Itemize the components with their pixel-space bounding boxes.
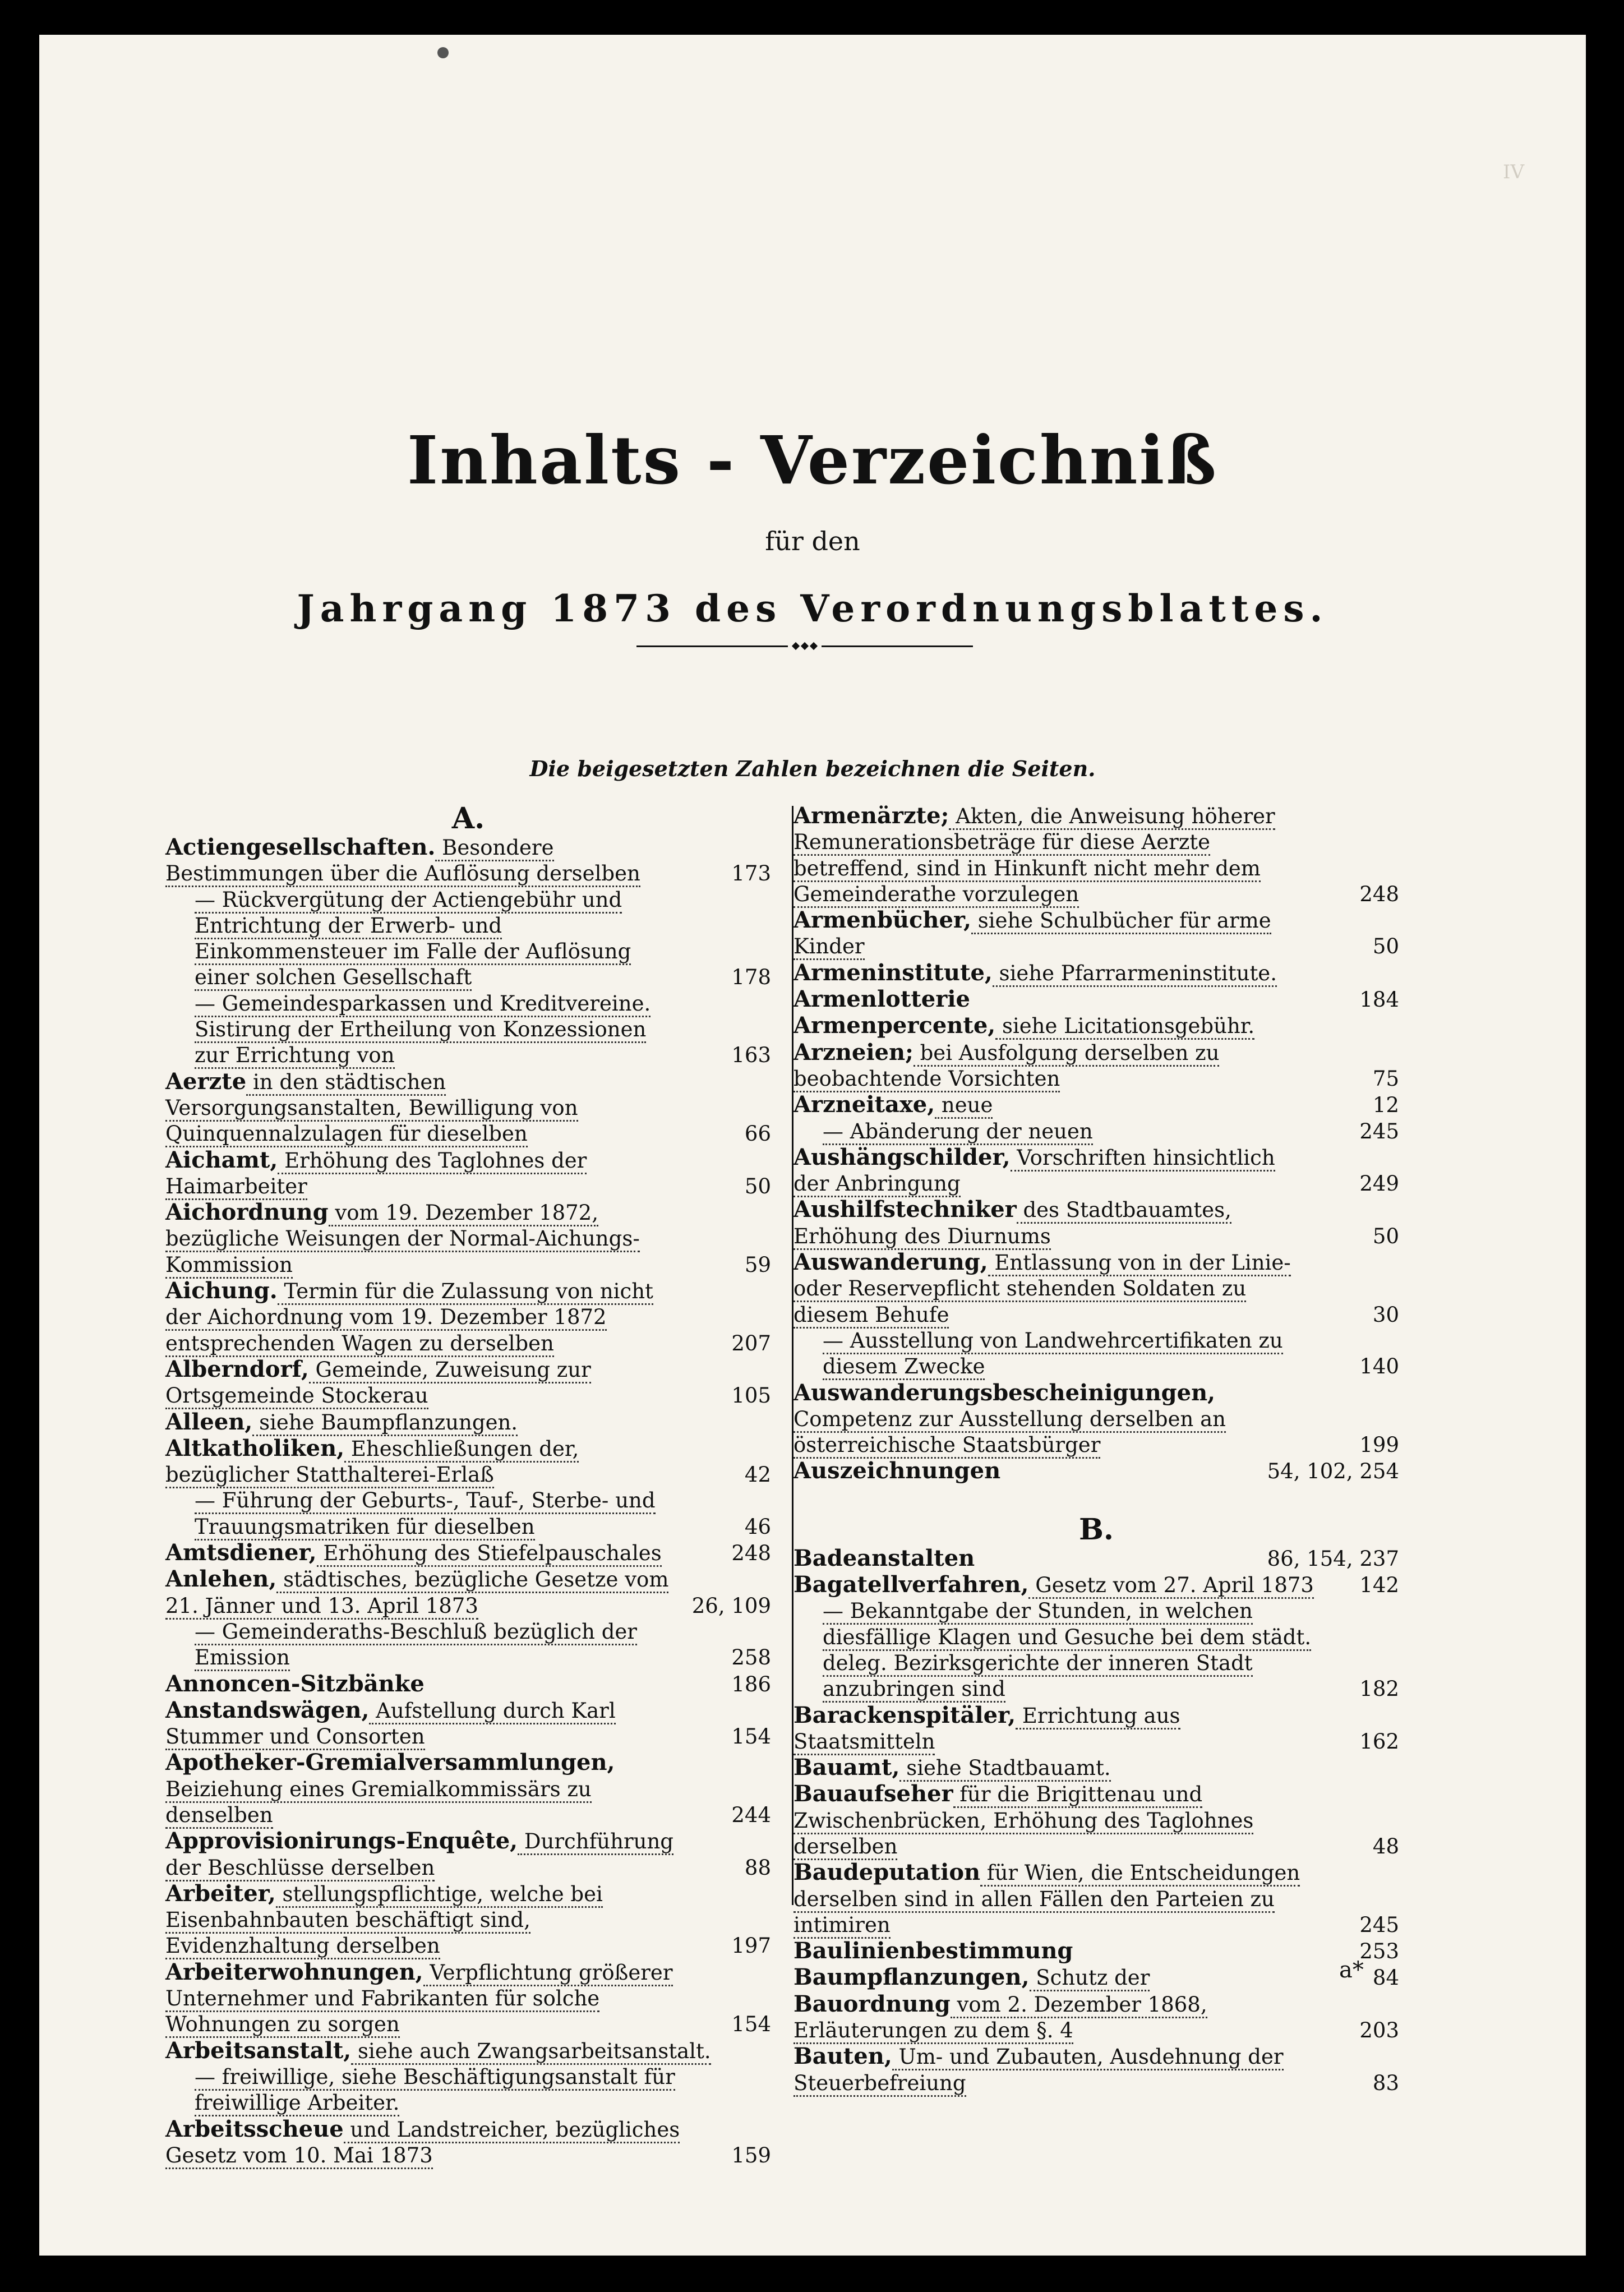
entry-page-number: 184	[1354, 987, 1399, 1013]
entry-text: siehe Schulbücher für arme Kinder	[793, 909, 1271, 960]
index-entry	[793, 1119, 1399, 1145]
entry-keyword: Aichordnung	[165, 1199, 329, 1226]
index-entry	[165, 2116, 771, 2169]
entry-page-number: 182	[1354, 1676, 1399, 1702]
index-entry	[165, 2064, 771, 2116]
entry-text: — Gemeinderaths-Beschluß bezüglich der Emission	[195, 1620, 637, 1671]
index-entry	[793, 960, 1399, 986]
entry-text: Um- und Zubauten, Ausdehnung der Steuerbefreiung	[793, 2045, 1284, 2096]
entry-keyword: Alleen,	[165, 1408, 253, 1435]
entry-keyword: Baudeputation	[793, 1859, 981, 1886]
entry-text: und Landstreicher, bezügliches Gesetz vom 10. Mai 1873	[165, 2118, 680, 2169]
entry-text: siehe Licitationsgebühr.	[995, 1014, 1254, 1040]
index-list-left	[165, 834, 771, 2169]
entry-text: — Abänderung der neuen	[823, 1119, 1093, 1145]
entry-keyword: Armenärzte;	[793, 803, 949, 829]
index-entry	[165, 1619, 771, 1671]
index-entry	[793, 986, 1399, 1013]
title-connector: für den	[765, 526, 860, 556]
entry-keyword: Bauten,	[793, 2043, 892, 2070]
index-list-right-b	[793, 1546, 1399, 2096]
entry-text: Competenz zur Ausstellung derselben an österreichische Staatsbürger	[793, 1407, 1226, 1459]
index-entry	[793, 1092, 1399, 1118]
index-entry	[165, 1566, 771, 1619]
entry-keyword: Auswanderungsbescheinigungen,	[793, 1379, 1216, 1406]
index-entry	[793, 1598, 1399, 1702]
entry-keyword: Arbeitsscheue	[165, 2115, 344, 2142]
index-entry	[793, 1197, 1399, 1249]
entry-keyword: Armeninstitute,	[793, 959, 993, 986]
index-entry	[165, 1357, 771, 1409]
index-entry	[793, 1964, 1399, 1991]
entry-text: Termin für die Zulassung von nicht der Aichordnung vom 19. Dezember 1872 entsprechenden Wagen zu derselben	[165, 1279, 653, 1357]
section-heading-b: B.	[1078, 1512, 1114, 1547]
page-subtitle: Jahrgang 1873 des Verordnungsblattes.	[297, 587, 1328, 630]
entry-text: — freiwillige, siehe Beschäftigungsanstalt für freiwillige Arbeiter.	[195, 2065, 675, 2116]
page-note: Die beigesetzten Zahlen bezeichnen die Seiten.	[529, 756, 1096, 781]
entry-page-number: 248	[1354, 882, 1399, 907]
entry-text: vom 19. Dezember 1872, bezügliche Weisungen der Normal-Aichungs-Kommission	[165, 1201, 640, 1279]
right-column	[793, 803, 1399, 2096]
entry-keyword: Armenlotterie	[793, 986, 970, 1013]
entry-text: vom 2. Dezember 1868, Erläuterungen zu dem §. 4	[793, 1993, 1207, 2044]
index-entry	[793, 1938, 1399, 1964]
entry-text: Eheschließungen der, bezüglicher Statthalterei-Erlaß	[165, 1437, 579, 1488]
entry-page-number: 199	[1354, 1432, 1399, 1458]
index-entry	[793, 1572, 1399, 1598]
index-entry	[165, 1828, 771, 1881]
entry-page-number: 88	[739, 1855, 771, 1881]
entry-keyword: Baumpflanzungen,	[793, 1964, 1030, 1991]
entry-page-number: 48	[1367, 1834, 1399, 1860]
entry-keyword: Annoncen-Sitzbänke	[165, 1670, 425, 1697]
entry-text: neue	[935, 1093, 993, 1119]
entry-page-number: 50	[1367, 1224, 1399, 1249]
entry-keyword: Arzneitaxe,	[793, 1091, 935, 1118]
entry-page-number: 163	[726, 1043, 771, 1068]
index-entry	[165, 1200, 771, 1278]
entry-page-number: 154	[726, 1724, 771, 1750]
entry-page-number: 253	[1354, 1939, 1399, 1964]
entry-page-number: 162	[1354, 1729, 1399, 1755]
entry-page-number: 59	[739, 1252, 771, 1278]
entry-keyword: Approvisionirungs-Enquête,	[165, 1828, 518, 1855]
entry-page-number: 86, 154, 237	[1262, 1546, 1399, 1572]
index-entry	[165, 1069, 771, 1147]
index-entry	[165, 1409, 771, 1436]
entry-keyword: Arbeitsanstalt,	[165, 2037, 352, 2064]
entry-page-number: 26, 109	[686, 1593, 771, 1619]
entry-page-number: 140	[1354, 1354, 1399, 1380]
index-entry	[165, 1278, 771, 1357]
entry-text: Entlassung von in der Linie- oder Reservepflicht stehenden Soldaten zu diesem Behufe	[793, 1251, 1291, 1329]
entry-page-number: 142	[1354, 1572, 1399, 1598]
entry-page-number: 159	[726, 2143, 771, 2169]
entry-page-number: 75	[1367, 1066, 1399, 1092]
entry-keyword: Baulinienbestimmung	[793, 1938, 1073, 1964]
entry-page-number: 84	[1367, 1965, 1399, 1991]
index-entry	[793, 907, 1399, 960]
entry-text: Aufstellung durch Karl Stummer und Consorten	[165, 1699, 616, 1750]
entry-page-number: 249	[1354, 1171, 1399, 1197]
entry-keyword: Actiengesellschaften.	[165, 834, 436, 860]
entry-text: — Gemeindesparkassen und Kreditvereine. Sistirung der Ertheilung von Konzessionen zur Errichtung von	[195, 991, 650, 1069]
entry-text: städtisches, bezügliche Gesetze vom 21. Jänner und 13. April 1873	[165, 1567, 668, 1619]
entry-keyword: Altkatholiken,	[165, 1435, 345, 1461]
entry-page-number: 154	[726, 2012, 771, 2037]
section-heading-a: A.	[451, 801, 485, 836]
entry-keyword: Aichamt,	[165, 1146, 278, 1173]
entry-text: siehe Stadtbauamt.	[899, 1756, 1110, 1782]
entry-page-number: 83	[1367, 2070, 1399, 2096]
entry-keyword: Barackenspitäler,	[793, 1701, 1016, 1728]
entry-keyword: Armenbücher,	[793, 907, 971, 934]
entry-text: bei Ausfolgung derselben zu beobachtende Vorsichten	[793, 1041, 1219, 1092]
left-column	[165, 803, 771, 2169]
index-entry	[165, 834, 771, 887]
entry-keyword: Auszeichnungen	[793, 1458, 1001, 1484]
entry-keyword: Arzneien;	[793, 1039, 913, 1066]
entry-page-number: 178	[726, 965, 771, 990]
entry-text: — Bekanntgabe der Stunden, in welchen diesfällige Klagen und Gesuche bei dem städt. deleg. Bezirksgerichte der inneren Stadt anzubringen sind	[823, 1599, 1311, 1703]
entry-keyword: Anstandswägen,	[165, 1696, 370, 1723]
entry-text: stellungspflichtige, welche bei Eisenbahnbauten beschäftigt sind, Evidenzhaltung derselben	[165, 1882, 603, 1960]
entry-page-number: 54, 102, 254	[1262, 1459, 1399, 1484]
index-entry	[793, 2044, 1399, 2096]
entry-page-number: 30	[1367, 1302, 1399, 1328]
index-list-right-a	[793, 803, 1399, 1485]
index-entry	[165, 2038, 771, 2064]
ornament-divider	[636, 642, 973, 651]
index-entry	[793, 1328, 1399, 1380]
entry-keyword: Aushängschilder,	[793, 1143, 1011, 1170]
index-entry	[793, 1380, 1399, 1459]
index-entry	[793, 1781, 1399, 1860]
index-entry	[793, 803, 1399, 907]
index-entry	[793, 1991, 1399, 2044]
entry-page-number: 244	[726, 1802, 771, 1828]
index-entry	[793, 1755, 1399, 1781]
entry-keyword: Bauamt,	[793, 1754, 900, 1781]
entry-keyword: Arbeiterwohnungen,	[165, 1958, 423, 1985]
entry-page-number: 203	[1354, 2018, 1399, 2044]
index-entry	[793, 1249, 1399, 1328]
entry-text: Beiziehung eines Gremialkommissärs zu denselben	[165, 1777, 592, 1829]
entry-page-number: 173	[726, 861, 771, 887]
entry-keyword: Anlehen,	[165, 1566, 277, 1593]
entry-page-number: 46	[739, 1514, 771, 1540]
entry-page-number: 207	[726, 1331, 771, 1357]
entry-text: für die Brigittenau und Zwischenbrücken, Erhöhung des Taglohnes derselben	[793, 1782, 1253, 1860]
index-entry	[793, 1546, 1399, 1572]
index-entry	[793, 1860, 1399, 1938]
signature-mark: a*	[1339, 1957, 1364, 1983]
index-entry	[793, 1458, 1399, 1484]
entry-text: für Wien, die Entscheidungen derselben sind in allen Fällen den Parteien zu intimiren	[793, 1861, 1300, 1939]
index-entry	[165, 1881, 771, 1959]
index-entry	[165, 1698, 771, 1750]
index-entry	[793, 1013, 1399, 1039]
entry-keyword: Arbeiter,	[165, 1880, 276, 1907]
entry-page-number: 245	[1354, 1119, 1399, 1145]
entry-text: Besondere Bestimmungen über die Auflösung derselben	[165, 836, 640, 887]
entry-text: des Stadtbauamtes, Erhöhung des Diurnums	[793, 1198, 1231, 1249]
entry-keyword: Aushilfstechniker	[793, 1196, 1017, 1223]
index-entry	[793, 1040, 1399, 1092]
entry-keyword: Badeanstalten	[793, 1544, 975, 1571]
entry-text: Schutz der	[1030, 1966, 1150, 1991]
entry-text: in den städtischen Versorgungsanstalten, Bewilligung von Quinquennalzulagen für dieselben	[165, 1070, 578, 1148]
page-title: Inhalts - Verzeichniß	[407, 421, 1218, 499]
entry-text: Vorschriften hinsichtlich der Anbringung	[793, 1146, 1275, 1197]
entry-page-number: 258	[726, 1645, 771, 1671]
index-entry	[165, 887, 771, 991]
entry-text: — Rückvergütung der Actiengebühr und Entrichtung der Erwerb- und Einkommensteuer im Falle der Auflösung einer solchen Gesellschaft	[195, 888, 631, 991]
entry-page-number: 197	[726, 1933, 771, 1959]
entry-keyword: Aichung.	[165, 1278, 278, 1304]
entry-text: siehe Baumpflanzungen.	[252, 1410, 518, 1436]
entry-keyword: Bauordnung	[793, 1990, 951, 2017]
entry-keyword: Amtsdiener,	[165, 1539, 317, 1566]
entry-page-number: 42	[739, 1462, 771, 1488]
index-entry	[793, 1703, 1399, 1755]
entry-text: Akten, die Anweisung höherer Remunerationsbeträge für diese Aerzte betreffend, sind in Hinkunft nicht mehr dem Gemeinderathe vorzulegen	[793, 804, 1275, 908]
entry-page-number: 245	[1354, 1912, 1399, 1938]
entry-page-number: 248	[726, 1541, 771, 1566]
punch-hole	[437, 47, 449, 58]
entry-keyword: Alberndorf,	[165, 1355, 309, 1382]
index-entry	[165, 991, 771, 1069]
bleed-through-mark: IV	[1503, 161, 1524, 183]
index-entry	[165, 1540, 771, 1566]
entry-page-number: 105	[726, 1383, 771, 1409]
index-entry	[165, 1959, 771, 2038]
entry-keyword: Apotheker-Gremialversammlungen,	[165, 1749, 615, 1776]
entry-keyword: Aerzte	[165, 1068, 247, 1095]
entry-text: Erhöhung des Taglohnes der Haimarbeiter	[165, 1149, 587, 1200]
index-entry	[165, 1488, 771, 1540]
entry-text: Gesetz vom 27. April 1873	[1028, 1573, 1314, 1599]
entry-text: Verpflichtung größerer Unternehmer und Fabrikanten für solche Wohnungen zu sorgen	[165, 1961, 673, 2039]
entry-keyword: Auswanderung,	[793, 1249, 988, 1276]
index-entry	[165, 1436, 771, 1488]
entry-text: Durchführung der Beschlüsse derselben	[165, 1829, 673, 1881]
entry-text: siehe Pfarrarmeninstitute.	[993, 961, 1277, 987]
index-entry	[165, 1147, 771, 1200]
entry-page-number: 66	[739, 1121, 771, 1147]
entry-keyword: Bagatellverfahren,	[793, 1571, 1029, 1598]
entry-text: — Ausstellung von Landwehrcertifikaten zu diesem Zwecke	[823, 1329, 1283, 1380]
entry-page-number: 186	[726, 1672, 771, 1698]
entry-keyword: Armenpercente,	[793, 1012, 996, 1039]
document-page	[39, 35, 1586, 2256]
entry-page-number: 50	[739, 1174, 771, 1200]
index-entry	[165, 1671, 771, 1698]
entry-keyword: Bauaufseher	[793, 1781, 953, 1807]
index-entry	[165, 1750, 771, 1828]
entry-text: Erhöhung des Stiefelpauschales	[317, 1541, 662, 1567]
entry-text: siehe auch Zwangsarbeitsanstalt.	[351, 2039, 710, 2065]
entry-page-number: 12	[1367, 1092, 1399, 1118]
entry-page-number: 50	[1367, 934, 1399, 960]
entry-text: Gemeinde, Zuweisung zur Ortsgemeinde Stockerau	[165, 1358, 591, 1409]
entry-text: — Führung der Geburts-, Tauf-, Sterbe- und Trauungsmatriken für dieselben	[195, 1488, 656, 1540]
entry-text: Errichtung aus Staatsmitteln	[793, 1704, 1180, 1755]
index-entry	[793, 1145, 1399, 1197]
